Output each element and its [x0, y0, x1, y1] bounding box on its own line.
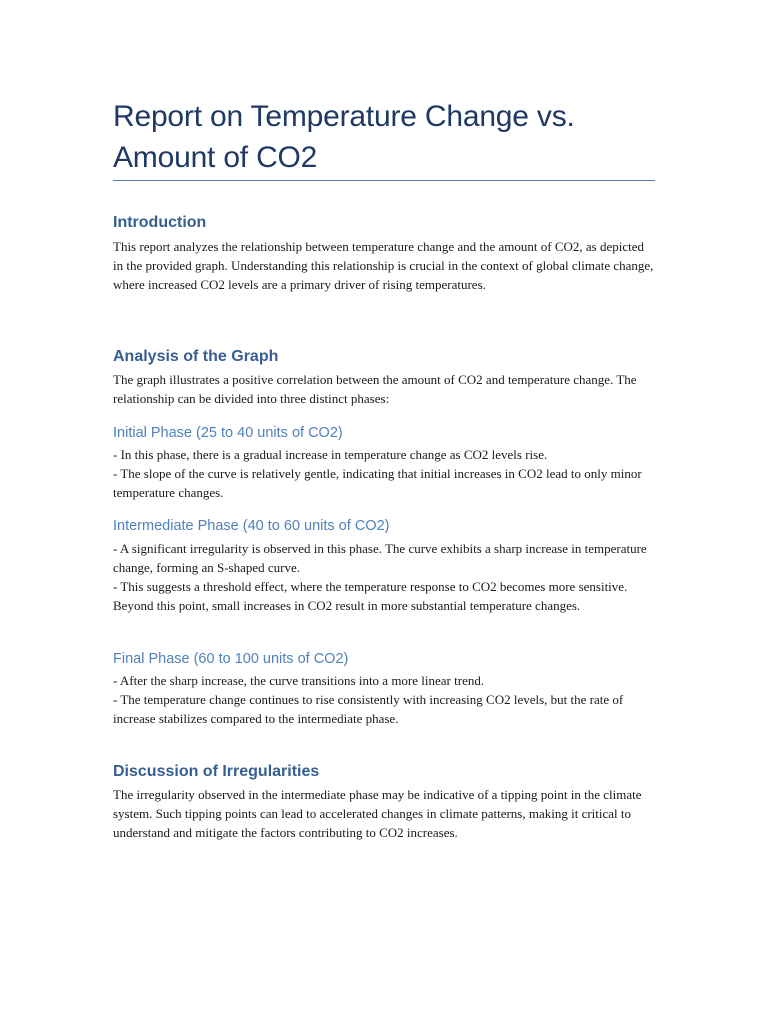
- introduction-paragraph: This report analyzes the relationship between temperature change and the amount of CO2, as depicted in the provided graph. Understanding this relationship is crucial in the context of global climate change, where increased CO2 levels are a primary driver of rising temperatures.: [113, 239, 654, 292]
- heading-initial-phase: Initial Phase (25 to 40 units of CO2): [113, 425, 343, 441]
- title-underline-divider: [113, 180, 655, 181]
- intermediate-phase-point-2: - This suggests a threshold effect, where the temperature response to CO2 becomes more sensitive. Beyond this point, small increases in CO2 result in more substantial temperature changes.: [113, 579, 628, 613]
- irregularities-paragraph: The irregularity observed in the intermediate phase may be indicative of a tipping point in the climate system. Such tipping points can lead to accelerated changes in climate patterns, making it critical to understand and mitigate the factors contributing to CO2 increases.: [113, 787, 642, 840]
- final-phase-point-1: - After the sharp increase, the curve transitions into a more linear trend.: [113, 673, 485, 688]
- heading-final-phase: Final Phase (60 to 100 units of CO2): [113, 651, 349, 667]
- heading-intermediate-phase: Intermediate Phase (40 to 60 units of CO2): [113, 518, 390, 534]
- heading-irregularities: Discussion of Irregularities: [113, 763, 320, 780]
- initial-phase-point-2: - The slope of the curve is relatively gentle, indicating that initial increases in CO2 lead to only minor temperature changes.: [113, 466, 642, 500]
- intermediate-phase-point-1: - A significant irregularity is observed in this phase. The curve exhibits a sharp increase in temperature change, forming an S-shaped curve.: [113, 541, 647, 575]
- heading-analysis: Analysis of the Graph: [113, 348, 279, 365]
- final-phase-point-2: - The temperature change continues to rise consistently with increasing CO2 levels, but the rate of increase stabilizes compared to the intermediate phase.: [113, 692, 624, 726]
- document-title: Report on Temperature Change vs. Amount of CO2: [113, 100, 575, 174]
- analysis-paragraph: The graph illustrates a positive correlation between the amount of CO2 and temperature change. The relationship can be divided into three distinct phases:: [113, 372, 637, 406]
- initial-phase-point-1: - In this phase, there is a gradual increase in temperature change as CO2 levels rise.: [113, 447, 548, 462]
- heading-introduction: Introduction: [113, 214, 207, 231]
